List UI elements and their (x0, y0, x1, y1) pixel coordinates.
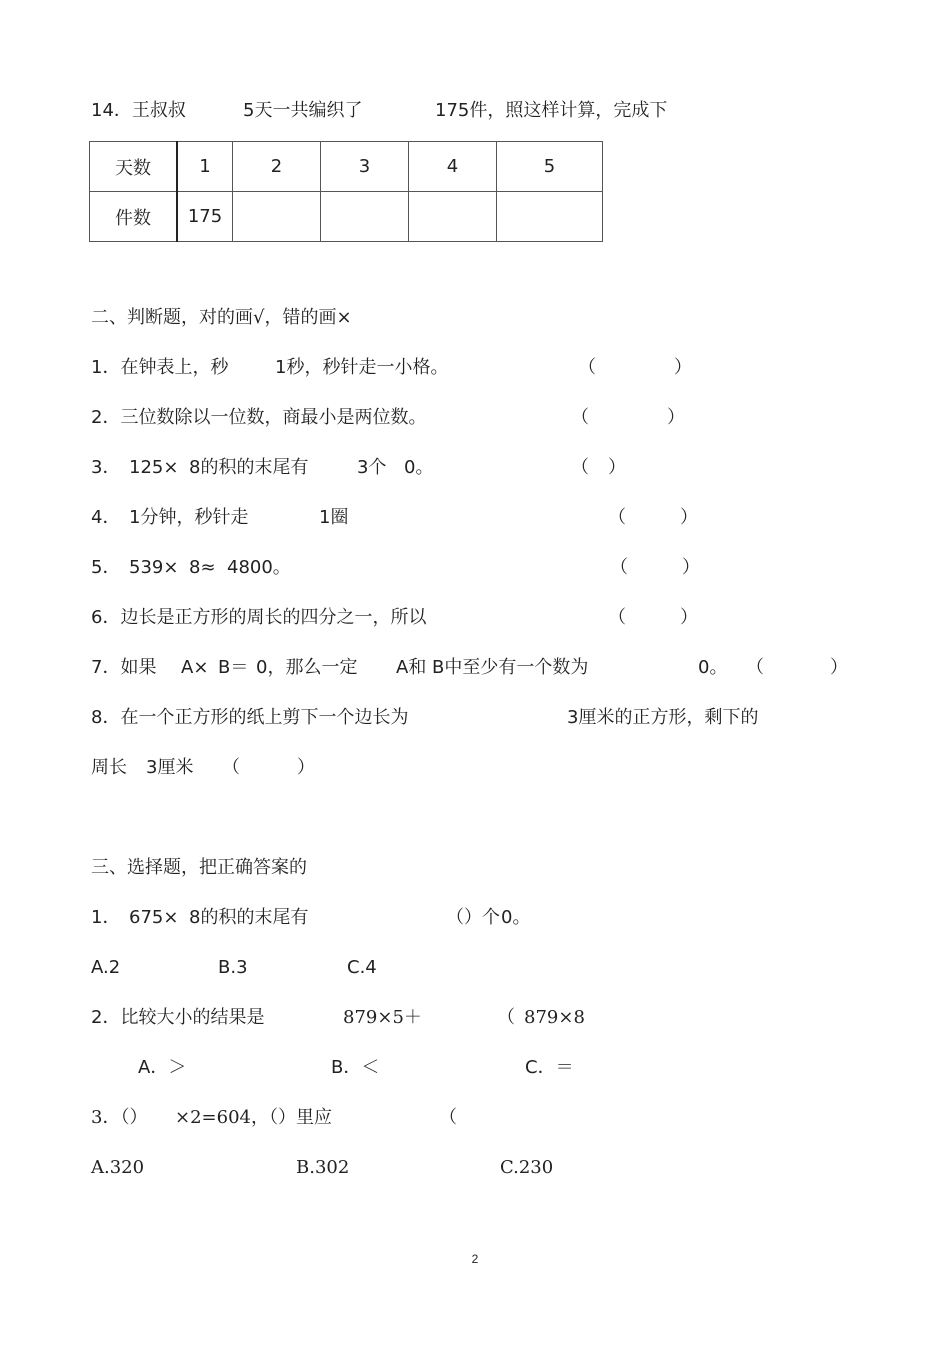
choice-1-a: 1． (91, 907, 121, 928)
judge-6-a: 6．边长是正方形的周长的四分之一，所以 (91, 607, 427, 628)
choice-2-a: 2．比较大小的结果是 (91, 1007, 265, 1028)
judge-1-b: 1秒，秒针走一小格。 (275, 357, 449, 378)
judge-7-open: （ (746, 657, 764, 678)
day-cell: 1 (177, 142, 233, 192)
judge-3-e: 0。 (404, 457, 434, 478)
count-cell: 175 (177, 192, 233, 242)
choice-2-b: 879×5＋ (343, 1007, 422, 1028)
judge-3-d: 3个 (357, 457, 387, 478)
choice-1-d: （）个 (446, 907, 500, 928)
day-cell: 4 (409, 142, 497, 192)
choice-1-e: 0。 (501, 907, 531, 928)
choice-3-opt-c: C.230 (500, 1157, 554, 1178)
choice-1-opt-c: C.4 (347, 957, 377, 978)
q14-text-a: 14．王叔叔 (91, 100, 186, 121)
choice-2-opt-b: B．＜ (331, 1057, 380, 1078)
judge-2-a: 2．三位数除以一位数，商最小是两位数。 (91, 407, 427, 428)
judge-8-a: 8．在一个正方形的纸上剪下一个边长为 (91, 707, 409, 728)
count-cell (321, 192, 409, 242)
judge-8-close: ） (297, 757, 315, 778)
table-row-days (90, 142, 603, 192)
judge-7-b: A× (181, 657, 209, 678)
judge-5-close: ） (682, 557, 700, 578)
judge-1-a: 1．在钟表上，秒 (91, 357, 229, 378)
judge-4-a: 4． (91, 507, 121, 528)
judge-7-c: B＝ (218, 657, 249, 678)
judge-7-f: B中至少有一个数为 (432, 657, 589, 678)
judge-3-b: 125× (129, 457, 179, 478)
judge-4-open: （ (608, 507, 626, 528)
judge-8-open: （ (222, 757, 240, 778)
judge-2-close: ） (667, 407, 685, 428)
choice-3-b: ×2=604，（）里应 (175, 1107, 332, 1128)
choice-1-opt-a: A.2 (91, 957, 121, 978)
choice-3-a: 3．（） (91, 1107, 148, 1128)
judge-5-a: 5． (91, 557, 121, 578)
judge-4-close: ） (680, 507, 698, 528)
choice-heading: 三、选择题，把正确答案的 (91, 857, 307, 878)
judge-7-a: 7．如果 (91, 657, 157, 678)
judge-3-open: （ (571, 457, 589, 478)
choice-1-b: 675× (129, 907, 179, 928)
choice-2-d: 879×8 (524, 1007, 585, 1028)
judge-4-c: 1圈 (319, 507, 349, 528)
judge-5-open: （ (610, 557, 628, 578)
choice-3-opt-a: A.320 (91, 1157, 145, 1178)
judge-heading: 二、判断题，对的画√，错的画× (91, 307, 352, 328)
choice-2-opt-c: C．＝ (525, 1057, 574, 1078)
judge-5-b: 539× (129, 557, 179, 578)
q14-table (89, 141, 603, 242)
count-cell (497, 192, 603, 242)
judge-7-close: ） (830, 657, 848, 678)
choice-1-opt-b: B.3 (218, 957, 248, 978)
judge-3-close: ） (608, 457, 626, 478)
judge-4-b: 1分钟，秒针走 (129, 507, 249, 528)
choice-2-c: （ (497, 1007, 515, 1028)
judge-1-close: ） (674, 357, 692, 378)
judge-7-e: A和 (396, 657, 427, 678)
q14-text-b: 5天一共编织了 (243, 100, 363, 121)
judge-5-c: 8≈ (189, 557, 216, 578)
judge-6-close: ） (680, 607, 698, 628)
judge-3-a: 3． (91, 457, 121, 478)
judge-7-g: 0。 (698, 657, 728, 678)
day-cell: 5 (497, 142, 603, 192)
judge-7-d: 0，那么一定 (256, 657, 358, 678)
count-cell (409, 192, 497, 242)
row-label-counts: 件数 (90, 192, 178, 242)
table-row-counts (90, 192, 603, 242)
choice-3-opt-b: B.302 (296, 1157, 350, 1178)
day-cell: 3 (321, 142, 409, 192)
count-cell (233, 192, 321, 242)
judge-3-c: 8的积的末尾有 (189, 457, 309, 478)
q14-text-c: 175件，照这样计算，完成下 (435, 100, 668, 121)
judge-8-cont-a: 周长 (91, 757, 127, 778)
judge-6-open: （ (608, 607, 626, 628)
judge-5-d: 4800。 (227, 557, 291, 578)
row-label-days: 天数 (90, 142, 178, 192)
judge-8-cont-b: 3厘米 (146, 757, 194, 778)
page-number: 2 (471, 1252, 479, 1266)
judge-1-open: （ (578, 357, 596, 378)
judge-8-b: 3厘米的正方形，剩下的 (567, 707, 759, 728)
judge-2-open: （ (571, 407, 589, 428)
day-cell: 2 (233, 142, 321, 192)
choice-3-c: （ (439, 1107, 457, 1128)
choice-2-opt-a: A．＞ (138, 1057, 187, 1078)
choice-1-c: 8的积的末尾有 (189, 907, 309, 928)
